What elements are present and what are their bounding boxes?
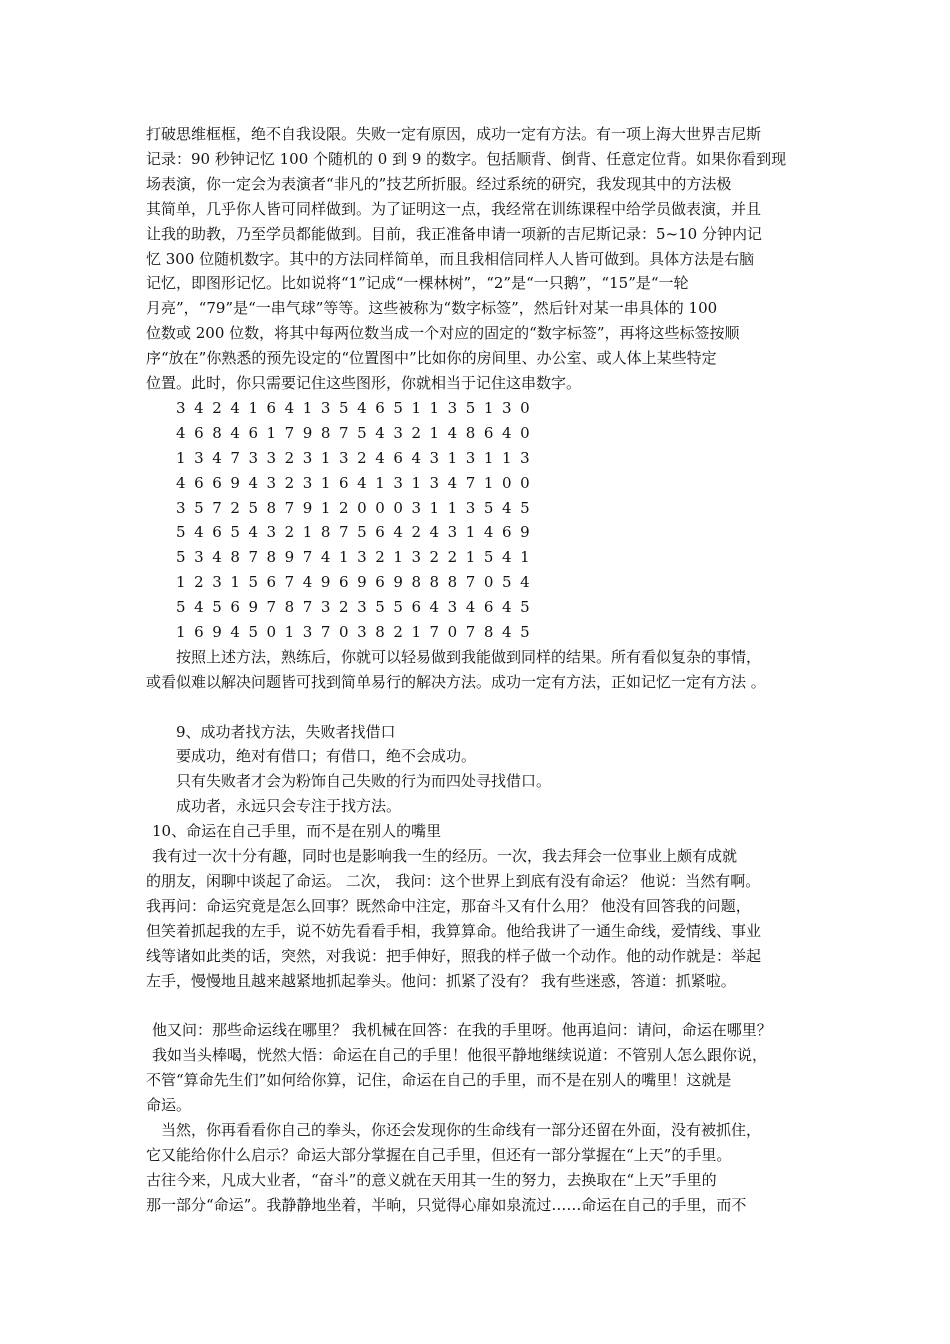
text-line: 其简单，几乎你人皆可同样做到。为了证明这一点，我经常在训练课程中给学员做表演，并且 [146, 199, 762, 218]
text-line: 场表演，你一定会为表演者“非凡的”技艺所折服。经过系统的研究，我发现其中的方法极 [146, 174, 732, 193]
section-heading: 10、命运在自己手里，而不是在别人的嘴里 [152, 822, 442, 841]
digit-row: 4 6 8 4 6 1 7 9 8 7 5 4 3 2 1 4 8 6 4 0 [176, 423, 532, 442]
text-line: 那一部分“命运”。我静静地坐着，半晌，只觉得心扉如泉流过……命运在自己的手里，而不 [146, 1195, 747, 1214]
text-line: 只有失败者才会为粉饰自己失败的行为而四处寻找借口。 [176, 772, 552, 791]
text-line: 他又问：那些命运线在哪里？ 我机械在回答：在我的手里呀。他再追问：请问，命运在哪里？ [152, 1021, 772, 1040]
paragraph-practice-result [146, 645, 810, 695]
paragraph-fate-question [146, 1018, 810, 1118]
random-digit-block [146, 396, 810, 645]
digit-row: 5 4 5 6 9 7 8 7 3 2 3 5 5 6 4 3 4 6 4 5 [176, 598, 532, 617]
document-page [146, 122, 810, 1218]
text-line: 左手，慢慢地且越来越紧地抓起拳头。他问：抓紧了没有？ 我有些迷惑，答道：抓紧啦。 [146, 971, 736, 990]
text-line: 记录：90 秒钟记忆 100 个随机的 0 到 9 的数字。包括顺背、倒背、任意定位背。如果你看到现 [146, 149, 787, 168]
paragraph-fate-lesson [146, 1118, 810, 1218]
text-line: 不管“算命先生们”如何给你算，记住，命运在自己的手里，而不是在别人的嘴里！这就是 [146, 1071, 732, 1090]
section-9 [146, 720, 810, 820]
text-line: 但笑着抓起我的左手，说不妨先看看手相，我算算命。他给我讲了一通生命线，爱情线、事业 [146, 921, 762, 940]
text-line: 月亮”，“79”是“一串气球”等等。这些被称为“数字标签”，然后针对某一串具体的 100 [146, 299, 718, 318]
digit-row: 1 3 4 7 3 3 2 3 1 3 2 4 6 4 3 1 3 1 1 3 [176, 448, 532, 467]
section-10 [146, 819, 810, 993]
text-line: 按照上述方法，熟练后，你就可以轻易做到我能做到同样的结果。所有看似复杂的事情， [176, 647, 762, 666]
blank-line [146, 994, 810, 1019]
text-line: 线等诸如此类的话，突然，对我说：把手伸好，照我的样子做一个动作。他的动作就是：举起 [146, 946, 762, 965]
text-line: 我有过一次十分有趣，同时也是影响我一生的经历。一次，我去拜会一位事业上颇有成就 [152, 847, 738, 866]
text-line: 忆 300 位随机数字。其中的方法同样简单，而且我相信同样人人皆可做到。具体方法是右脑 [146, 249, 755, 268]
text-line: 打破思维框框，绝不自我设限。失败一定有原因，成功一定有方法。有一项上海大世界吉尼斯 [146, 125, 762, 143]
text-line: 或看似难以解决问题皆可找到简单易行的解决方法。成功一定有方法，正如记忆一定有方法 。 [146, 672, 766, 691]
digit-row: 3 4 2 4 1 6 4 1 3 5 4 6 5 1 1 3 5 1 3 0 [176, 398, 532, 417]
text-line: 当然，你再看看你自己的拳头，你还会发现你的生命线有一部分还留在外面，没有被抓住， [161, 1121, 762, 1140]
text-line: 让我的助教，乃至学员都能做到。目前，我正准备申请一项新的吉尼斯记录：5~10 分钟内记 [146, 224, 762, 243]
text-line: 位数或 200 位数，将其中每两位数当成一个对应的固定的“数字标签”，再将这些标签按顺 [146, 324, 740, 343]
text-line: 我再问：命运究竟是怎么回事？既然命中注定，那奋斗又有什么用？ 他没有回答我的问题， [146, 896, 751, 915]
digit-row: 1 6 9 4 5 0 1 3 7 0 3 8 2 1 7 0 7 8 4 5 [176, 622, 532, 641]
digit-row: 4 6 6 9 4 3 2 3 1 6 4 1 3 1 3 4 7 1 0 0 [176, 473, 532, 492]
text-line: 古往今来，凡成大业者，“奋斗”的意义就在天用其一生的努力，去换取在“上天”手里的 [146, 1170, 717, 1189]
blank-line [146, 695, 810, 720]
digit-row: 5 3 4 8 7 8 9 7 4 1 3 2 1 3 2 2 1 5 4 1 [176, 548, 532, 567]
text-line: 它又能给你什么启示？命运大部分掌握在自己手里，但还有一部分掌握在“上天”的手里。 [146, 1145, 732, 1164]
text-line: 命运。 [146, 1096, 192, 1115]
text-line: 记忆，即图形记忆。比如说将“1”记成“一棵林树”，“2”是“一只鹅”，“15”是“一轮 [146, 274, 689, 293]
text-line: 序“放在”你熟悉的预先设定的“位置图中”比如你的房间里、办公室、或人体上某些特定 [146, 349, 717, 368]
text-line: 我如当头棒喝，恍然大悟：命运在自己的手里！他很平静地继续说道：不管别人怎么跟你说， [152, 1046, 768, 1065]
digit-row: 5 4 6 5 4 3 2 1 8 7 5 6 4 2 4 3 1 4 6 9 [176, 523, 532, 542]
text-line: 位置。此时，你只需要记住这些图形，你就相当于记住这串数字。 [146, 374, 582, 393]
digit-row: 3 5 7 2 5 8 7 9 1 2 0 0 0 3 1 1 3 5 4 5 [176, 498, 532, 517]
text-line: 要成功，绝对有借口；有借口，绝不会成功。 [176, 747, 477, 766]
paragraph-memory-method [146, 122, 810, 396]
text-line: 的朋友，闲聊中谈起了命运。 二次， 我问：这个世界上到底有没有命运？ 他说：当然有啊。 [146, 872, 761, 891]
section-heading: 9、成功者找方法，失败者找借口 [176, 722, 396, 741]
digit-row: 1 2 3 1 5 6 7 4 9 6 9 6 9 8 8 8 7 0 5 4 [176, 573, 532, 592]
text-line: 成功者，永远只会专注于找方法。 [176, 797, 402, 816]
